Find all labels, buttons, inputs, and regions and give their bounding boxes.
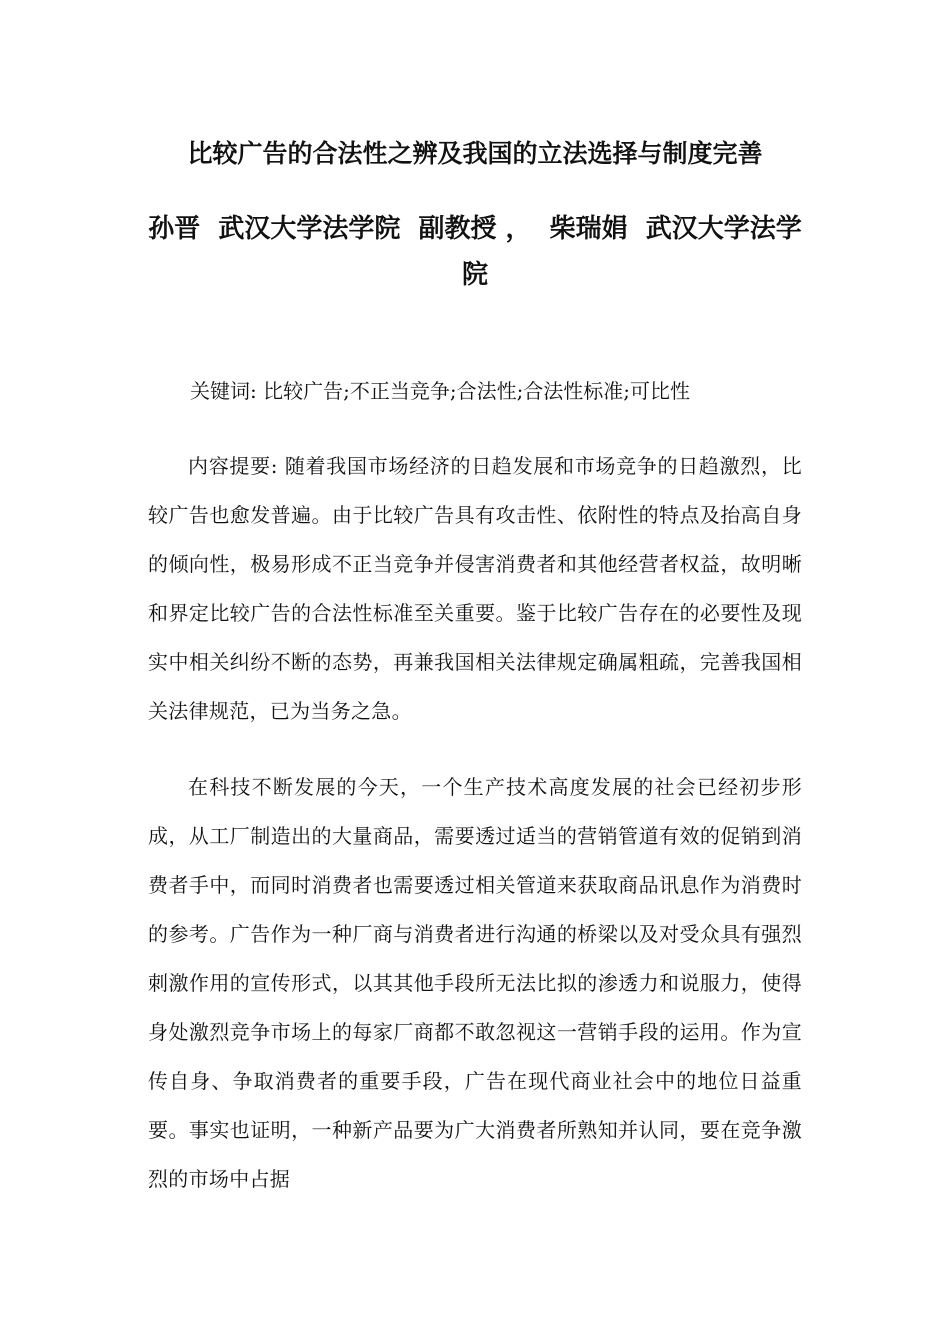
keywords-line: 关键词: 比较广告;不正当竞争;合法性;合法性标准;可比性 <box>190 379 691 403</box>
abstract-paragraph: 内容提要: 随着我国市场经济的日趋发展和市场竞争的日趋激烈，比较广告也愈发普遍。由于比较广告具有攻击性、依附性的特点及抬高自身的倾向性，极易形成不正当竞争并侵害消费者和其他经营者权益，故明晰和界定比较广告的合法性标准至关重要。鉴于比较广告存在的必要性及现实中相关纠纷不断的态势，再兼我国相关法律规定确属粗疏，完善我国相关法律规范，已为当务之急。 <box>148 454 802 723</box>
author-line: 孙晋 武汉大学法学院 副教授 ， 柴瑞娟 武汉大学法学院 <box>148 214 802 290</box>
document-title: 比较广告的合法性之辨及我国的立法选择与制度完善 <box>187 139 763 168</box>
body-paragraph: 在科技不断发展的今天，一个生产技术高度发展的社会已经初步形成，从工厂制造出的大量商品，需要透过适当的营销管道有效的促销到消费者手中，而同时消费者也需要透过相关管道来获取商品讯息作为消费时的参考。广告作为一种厂商与消费者进行沟通的桥梁以及对受众具有强烈刺激作用的宣传形式，以其其他手段所无法比拟的渗透力和说服力，使得身处激烈竞争市场上的每家厂商都不敢忽视这一营销手段的运用。作为宣传自身、争取消费者的重要手段，广告在现代商业社会中的地位日益重要。事实也证明，一种新产品要为广大消费者所熟知并认同，要在竞争激烈的市场中占据 <box>148 775 802 1191</box>
